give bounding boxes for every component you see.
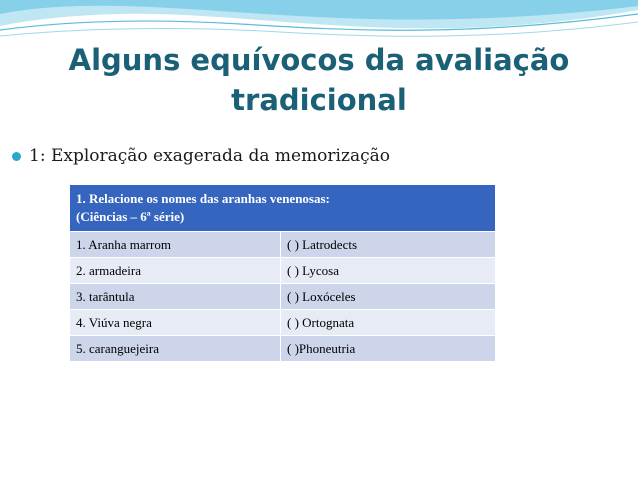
slide-title-line-2: tradicional xyxy=(231,83,407,117)
exercise-question: 1. Relacione os nomes das aranhas venenosas: xyxy=(76,191,330,206)
exercise-table xyxy=(70,185,495,362)
spider-name-cell: 2. armadeira xyxy=(70,258,281,284)
species-cell: ( ) Ortognata xyxy=(281,310,495,336)
species-cell: ( )Phoneutria xyxy=(281,336,495,362)
species-cell: ( ) Lycosa xyxy=(281,258,495,284)
spider-name-cell: 1. Aranha marrom xyxy=(70,232,281,258)
table-row xyxy=(70,284,495,310)
exercise-question-cell xyxy=(70,185,495,232)
bullet-dot-icon xyxy=(12,152,21,161)
species-cell: ( ) Latrodects xyxy=(281,232,495,258)
spider-name-cell: 3. tarântula xyxy=(70,284,281,310)
bullet-item xyxy=(12,144,390,168)
slide-title xyxy=(0,40,638,120)
exercise-subject: (Ciências – 6ª série) xyxy=(76,209,185,224)
table-row xyxy=(70,258,495,284)
table-row xyxy=(70,336,495,362)
slide-title-line-1: Alguns equívocos da avaliação xyxy=(68,43,570,77)
table-row xyxy=(70,232,495,258)
exercise-table-header-row xyxy=(70,185,495,232)
table-row xyxy=(70,310,495,336)
bullet-text: 1: Exploração exagerada da memorização xyxy=(29,146,390,166)
spider-name-cell: 4. Viúva negra xyxy=(70,310,281,336)
spider-name-cell: 5. caranguejeira xyxy=(70,336,281,362)
species-cell: ( ) Loxóceles xyxy=(281,284,495,310)
